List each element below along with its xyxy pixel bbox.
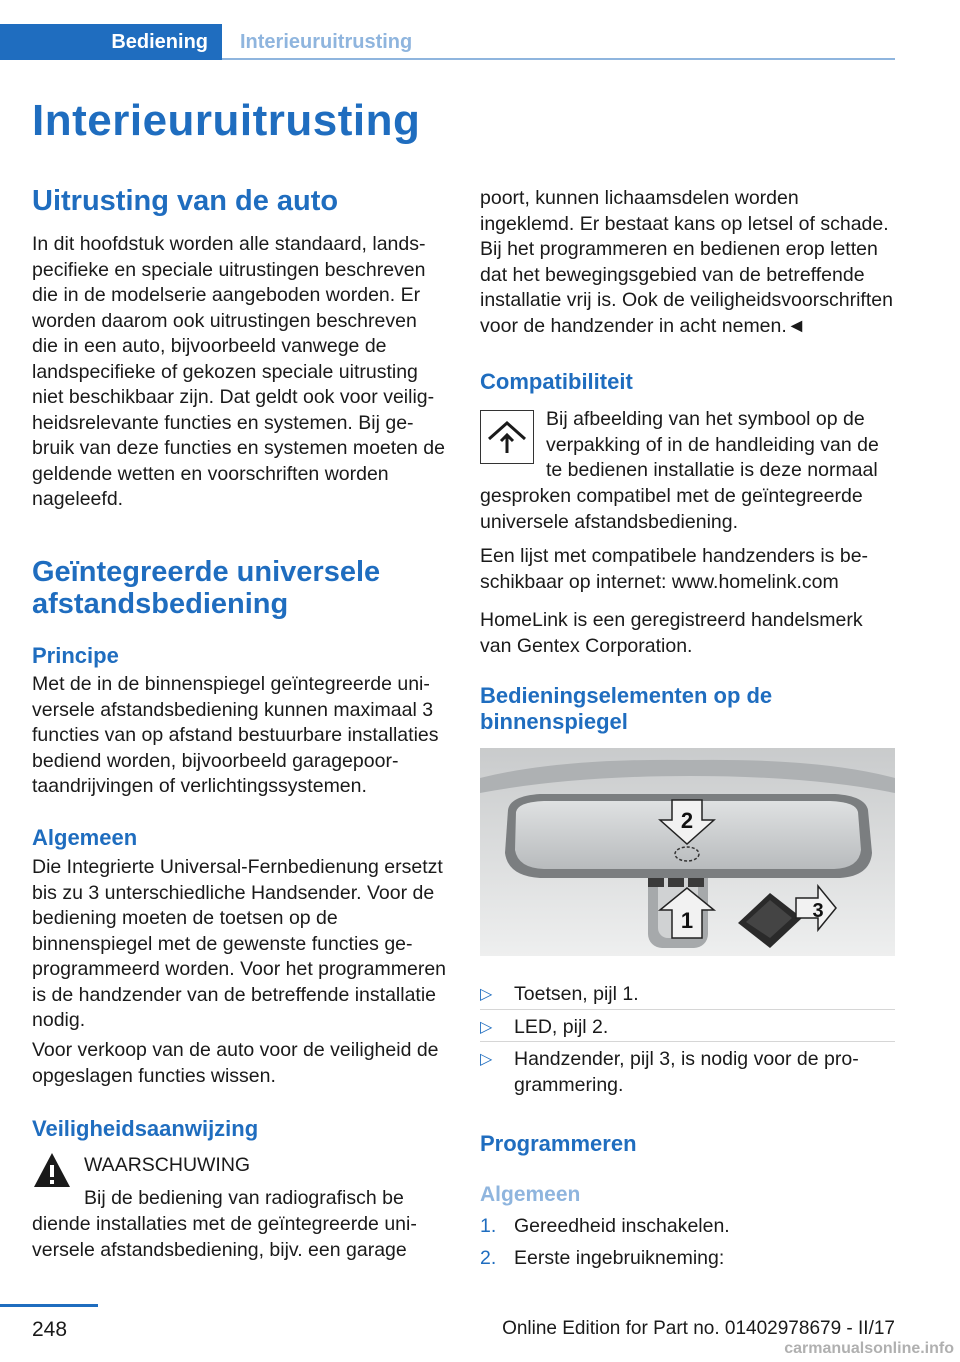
- warning-text-cont: diende installaties met de geïntegreerde universele afstandsbediening, bijv. een garage: [32, 1213, 417, 1261]
- paragraph-uitrusting: In dit hoofdstuk worden alle standaard, landspecifieke en speciale uitrustingen beschreven die in de modelserie aangeboden worden. Er worden daarom ook uitrustingen beschreven die in een auto, bijvoorbeeld vanwege de landspecifieke of gekozen speciale uitrusting niet beschikbaar zijn. Dat geldt ook voor veiligheidsrelevante functies en systemen. Bij gebruik van deze functies en systemen moeten de geldende wetten en voorschriften worden nageleefd.: [32, 233, 445, 510]
- heading-programmeren: Programmeren: [480, 1131, 637, 1156]
- heading-uitrusting: Uitrusting van de auto: [32, 185, 339, 217]
- list-item: 2. Eerste ingebruikneming:: [480, 1246, 725, 1269]
- list-item: ▷ Handzender, pijl 3, is nodig voor de programmering.: [480, 1048, 859, 1096]
- watermark: carmanualsonline.info: [784, 1340, 954, 1357]
- heading-compatibiliteit: Compatibiliteit: [480, 369, 633, 394]
- paragraph-algemeen-2: Voor verkoop van de auto voor de veiligheid de opgeslagen functies wissen.: [32, 1039, 439, 1087]
- triangle-bullet-icon: ▷: [480, 986, 493, 1003]
- heading-geintegreerde-afstandsbediening: Geïntegreerde universele afstandsbediening: [32, 556, 381, 620]
- paragraph-lijst: Een lijst met compatibele handzenders is beschikbaar op internet: www.homelink.com: [480, 545, 869, 593]
- paragraph-algemeen-1: Die Integrierte Universal-Fernbedienung ersetzt bis zu 3 unterschiedliche Handsender. Voor de bediening moeten de toetsen op de binnenspiegel met de gewenste functies geprogrammeerd worden. Voor het programmeren is de handzender van de betreffende installatie nodig.: [32, 856, 447, 1031]
- figure-label-1: 1: [680, 908, 694, 933]
- compat-text-2: gesproken compatibel met de geïntegreerde universele afstandsbediening.: [480, 485, 863, 533]
- footer-rule: [0, 1304, 98, 1307]
- list-item: ▷ Toetsen, pijl 1.: [480, 982, 895, 1010]
- heading-algemeen-programmeren: Algemeen: [480, 1183, 581, 1206]
- heading-bedieningselementen: Bedieningselementen op de binnenspiegel: [480, 683, 773, 734]
- list-item: ▷ LED, pijl 2.: [480, 1015, 895, 1043]
- list-item: 1. Gereedheid inschakelen.: [480, 1215, 730, 1237]
- paragraph-homelink: HomeLink is een geregistreerd handelsmerk van Gentex Corporation.: [480, 609, 863, 657]
- bullet-list: [480, 982, 895, 1104]
- header-rule: [222, 58, 895, 60]
- warning-label: WAARSCHUWING: [84, 1154, 251, 1176]
- warning-text-continued: poort, kunnen lichaamsdelen worden ingeklemd. Er bestaat kans op letsel of schade. Bij het programmeren en bedienen erop letten dat het bewegingsgebied van de betreffende installatie vrij is. Ook de veiligheidsvoorschriften voor de handzender in acht nemen.◄: [480, 187, 893, 337]
- edition-note: Online Edition for Part no. 01402978679 - II/17: [502, 1318, 895, 1339]
- mirror-illustration: [480, 748, 895, 956]
- figure-label-3: 3: [812, 900, 824, 922]
- page-title: Interieuruitrusting: [32, 96, 421, 145]
- warning-triangle-icon: [32, 1150, 72, 1190]
- compat-text-1: Bij afbeelding van het symbool op de verpakking of in de handleiding van de te bedienen installatie is deze normaal: [546, 408, 879, 481]
- homelink-house-icon: [480, 410, 534, 464]
- triangle-bullet-icon: ▷: [480, 1051, 493, 1068]
- page-number: 248: [32, 1318, 68, 1341]
- section-tab-bediening[interactable]: Bediening: [0, 24, 222, 60]
- heading-principe: Principe: [32, 643, 119, 668]
- section-tab-interieuruitrusting[interactable]: Interieuruitrusting: [240, 31, 413, 53]
- figure-label-2: 2: [680, 808, 694, 833]
- numbered-steps: [480, 1214, 895, 1277]
- header-bar: [0, 24, 895, 62]
- paragraph-principe: Met de in de binnenspiegel geïntegreerde universele afstandsbediening kunnen maximaal 3 functies van op afstand bestuurbare installaties bediend worden, bijvoorbeeld garagepoortaandrijvingen of verlichtingssystemen.: [32, 673, 439, 797]
- warning-text-line1: Bij de bediening van radiografisch be: [84, 1187, 404, 1209]
- heading-algemeen: Algemeen: [32, 825, 138, 850]
- heading-veiligheidsaanwijzing: Veiligheidsaanwijzing: [32, 1116, 259, 1141]
- triangle-bullet-icon: ▷: [480, 1018, 493, 1036]
